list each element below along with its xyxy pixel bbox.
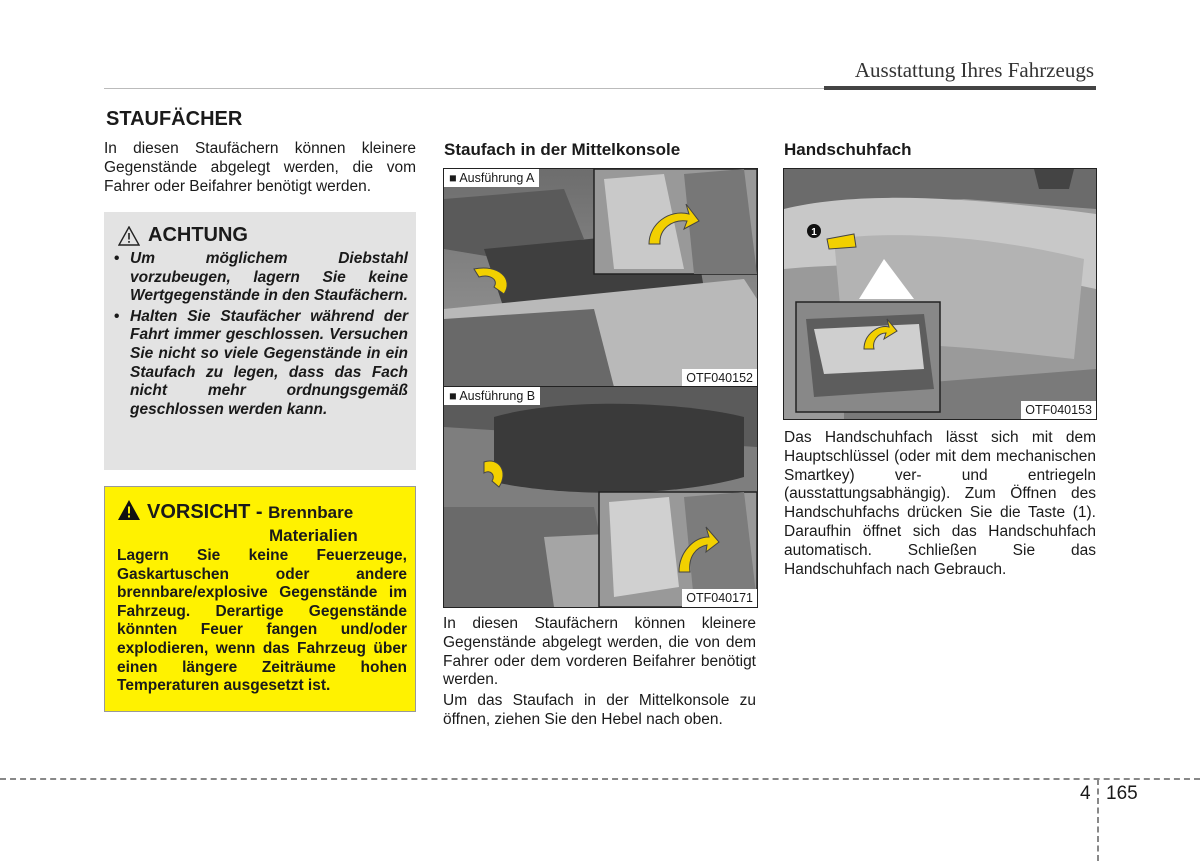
center-console-paragraph-1: In diesen Staufächern können kleinere Gegenstände abgelegt werden, die von dem Fahrer oder dem vorderen Beifahrer benötigt werden. (443, 615, 756, 689)
glovebox-text: Das Handschuhfach lässt sich mit dem Hauptschlüssel (oder mit dem mechanischen Smartkey) ver- und entriegeln (ausstattungsabhängig). Zum Öffnen des Handschuhfachs drücken Sie die Taste (1). Daraufhin öffnet sich das Handschuhfach automatisch. Schließen Sie das Handschuhfach nach Gebrauch. (784, 429, 1096, 578)
figure-a-code: OTF040152 (682, 369, 757, 387)
warning-filled-triangle-icon (117, 499, 141, 521)
center-console-paragraph-2: Um das Staufach in der Mittelkonsole zu öffnen, ziehen Sie den Hebel nach oben. (443, 692, 756, 728)
achtung-list (114, 248, 408, 419)
glovebox-figure-code: OTF040153 (1021, 401, 1096, 419)
center-console-b-illustration (444, 387, 757, 607)
vorsicht-box (104, 486, 416, 712)
center-console-title: Staufach in der Mittelkonsole (444, 140, 681, 159)
center-console-a-illustration (444, 169, 757, 387)
glovebox-title: Handschuhfach (784, 140, 912, 159)
footer-vertical-dashed-line (1097, 779, 1099, 861)
achtung-item: • Halten Sie Staufächer während der Fahrt immer geschlossen. Versuchen Sie nicht so viele Gegenstände in ein Staufach zu legen, dass das Fach nicht mehr ordnungsgemäß geschlossen werden kann. (114, 308, 408, 420)
figure-glovebox (783, 168, 1097, 420)
section-title: STAUFÄCHER (106, 108, 243, 130)
vorsicht-title: VORSICHT - (147, 501, 263, 523)
running-header: Ausstattung Ihres Fahrzeugs (854, 58, 1094, 82)
vorsicht-text: Lagern Sie keine Feuerzeuge, Gaskartuschen oder andere brennbare/explosive Gegenstände im Fahrzeug. Derartige Gegenstände könnten Feuer fangen und/oder explodieren, wenn das Fahrzeug über einen längere Zeiträume hohen Temperaturen ausgesetzt ist. (117, 547, 407, 695)
page-number: 165 (1106, 783, 1138, 804)
vorsicht-title-rest: Brennbare (268, 503, 354, 522)
vorsicht-heading (117, 499, 407, 547)
header-hairline (104, 88, 824, 89)
glovebox-illustration (784, 169, 1096, 419)
achtung-heading (118, 224, 248, 247)
figure-a-label: ■ Ausführung A (444, 169, 539, 187)
achtung-item: • Um möglichem Diebstahl vorzubeugen, lagern Sie keine Wertgegenstände in den Staufächern. (114, 250, 408, 306)
callout-1: 1 (811, 227, 817, 238)
figure-version-a (443, 168, 758, 388)
header-rule (824, 86, 1096, 90)
footer-dashed-line (0, 778, 1200, 780)
figure-version-b (443, 386, 758, 608)
warning-triangle-icon (118, 226, 140, 246)
figure-b-code: OTF040171 (682, 589, 757, 607)
achtung-box (104, 212, 416, 470)
chapter-number: 4 (1080, 783, 1091, 804)
achtung-title: ACHTUNG (148, 224, 248, 246)
figure-b-label: ■ Ausführung B (444, 387, 540, 405)
vorsicht-title-line2: Materialien (269, 526, 358, 545)
intro-text: In diesen Staufächern können kleinere Gegenstände abgelegt werden, die vom Fahrer oder Beifahrer benötigt werden. (104, 140, 416, 195)
